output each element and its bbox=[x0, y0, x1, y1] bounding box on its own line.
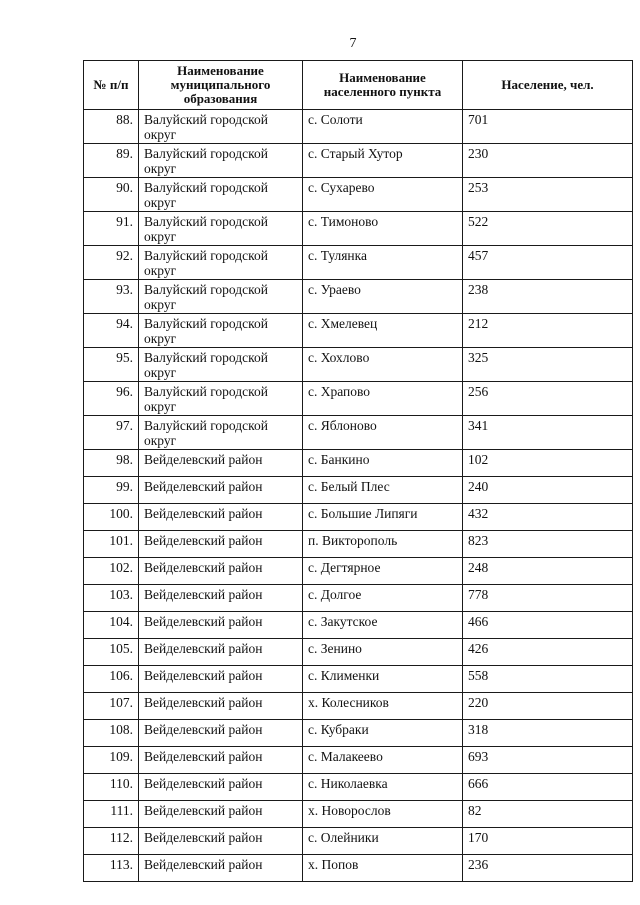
table-body bbox=[84, 110, 633, 882]
municipality-cell: Валуйский городской округ bbox=[139, 212, 303, 246]
population-cell: 466 bbox=[463, 612, 633, 639]
locality-cell: х. Колесников bbox=[303, 693, 463, 720]
municipality-cell: Вейделевский район bbox=[139, 720, 303, 747]
population-cell: 248 bbox=[463, 558, 633, 585]
row-number: 107. bbox=[84, 693, 139, 720]
row-number: 93. bbox=[84, 280, 139, 314]
locality-cell: с. Сухарево bbox=[303, 178, 463, 212]
municipality-cell: Вейделевский район bbox=[139, 855, 303, 882]
locality-cell: с. Белый Плес bbox=[303, 477, 463, 504]
population-cell: 457 bbox=[463, 246, 633, 280]
row-number: 111. bbox=[84, 801, 139, 828]
population-cell: 426 bbox=[463, 639, 633, 666]
municipality-cell: Валуйский городской округ bbox=[139, 314, 303, 348]
table-row bbox=[84, 450, 633, 477]
table-row bbox=[84, 585, 633, 612]
locality-cell: с. Тулянка bbox=[303, 246, 463, 280]
population-cell: 230 bbox=[463, 144, 633, 178]
municipality-cell: Вейделевский район bbox=[139, 801, 303, 828]
row-number: 89. bbox=[84, 144, 139, 178]
population-cell: 102 bbox=[463, 450, 633, 477]
locality-cell: с. Большие Липяги bbox=[303, 504, 463, 531]
table-row bbox=[84, 348, 633, 382]
header-population: Население, чел. bbox=[463, 61, 633, 110]
municipality-cell: Вейделевский район bbox=[139, 531, 303, 558]
row-number: 102. bbox=[84, 558, 139, 585]
header-municipality: Наименование муниципального образования bbox=[139, 61, 303, 110]
table-row bbox=[84, 477, 633, 504]
locality-cell: с. Малакеево bbox=[303, 747, 463, 774]
table-row bbox=[84, 612, 633, 639]
municipality-cell: Вейделевский район bbox=[139, 774, 303, 801]
municipality-cell: Валуйский городской округ bbox=[139, 144, 303, 178]
municipality-cell: Вейделевский район bbox=[139, 639, 303, 666]
municipality-cell: Валуйский городской округ bbox=[139, 246, 303, 280]
row-number: 95. bbox=[84, 348, 139, 382]
row-number: 110. bbox=[84, 774, 139, 801]
table-row bbox=[84, 801, 633, 828]
header-num: № п/п bbox=[84, 61, 139, 110]
table-row bbox=[84, 855, 633, 882]
locality-cell: х. Попов bbox=[303, 855, 463, 882]
row-number: 103. bbox=[84, 585, 139, 612]
population-cell: 823 bbox=[463, 531, 633, 558]
population-cell: 558 bbox=[463, 666, 633, 693]
locality-cell: п. Викторополь bbox=[303, 531, 463, 558]
locality-cell: с. Дегтярное bbox=[303, 558, 463, 585]
population-cell: 238 bbox=[463, 280, 633, 314]
row-number: 100. bbox=[84, 504, 139, 531]
table-row bbox=[84, 828, 633, 855]
table-row bbox=[84, 666, 633, 693]
table-row bbox=[84, 416, 633, 450]
municipality-cell: Вейделевский район bbox=[139, 666, 303, 693]
locality-cell: с. Хмелевец bbox=[303, 314, 463, 348]
row-number: 109. bbox=[84, 747, 139, 774]
municipality-cell: Валуйский городской округ bbox=[139, 178, 303, 212]
row-number: 105. bbox=[84, 639, 139, 666]
population-cell: 701 bbox=[463, 110, 633, 144]
municipality-cell: Вейделевский район bbox=[139, 558, 303, 585]
table-header bbox=[84, 61, 633, 110]
row-number: 101. bbox=[84, 531, 139, 558]
municipality-cell: Вейделевский район bbox=[139, 477, 303, 504]
table-row bbox=[84, 693, 633, 720]
locality-cell: с. Хохлово bbox=[303, 348, 463, 382]
page-number: 7 bbox=[349, 36, 357, 51]
population-cell: 253 bbox=[463, 178, 633, 212]
population-cell: 212 bbox=[463, 314, 633, 348]
locality-cell: х. Новорослов bbox=[303, 801, 463, 828]
row-number: 90. bbox=[84, 178, 139, 212]
municipality-cell: Вейделевский район bbox=[139, 504, 303, 531]
table-row bbox=[84, 314, 633, 348]
locality-cell: с. Долгое bbox=[303, 585, 463, 612]
table-row bbox=[84, 774, 633, 801]
row-number: 88. bbox=[84, 110, 139, 144]
municipality-cell: Вейделевский район bbox=[139, 612, 303, 639]
municipality-cell: Вейделевский район bbox=[139, 585, 303, 612]
row-number: 112. bbox=[84, 828, 139, 855]
row-number: 94. bbox=[84, 314, 139, 348]
row-number: 106. bbox=[84, 666, 139, 693]
population-cell: 341 bbox=[463, 416, 633, 450]
table-row bbox=[84, 504, 633, 531]
municipality-cell: Валуйский городской округ bbox=[139, 348, 303, 382]
locality-cell: с. Закутское bbox=[303, 612, 463, 639]
row-number: 91. bbox=[84, 212, 139, 246]
table-row bbox=[84, 212, 633, 246]
settlements-table bbox=[83, 60, 633, 882]
population-cell: 666 bbox=[463, 774, 633, 801]
locality-cell: с. Тимоново bbox=[303, 212, 463, 246]
row-number: 108. bbox=[84, 720, 139, 747]
municipality-cell: Вейделевский район bbox=[139, 828, 303, 855]
row-number: 99. bbox=[84, 477, 139, 504]
population-cell: 318 bbox=[463, 720, 633, 747]
locality-cell: с. Ураево bbox=[303, 280, 463, 314]
population-cell: 432 bbox=[463, 504, 633, 531]
row-number: 92. bbox=[84, 246, 139, 280]
municipality-cell: Вейделевский район bbox=[139, 747, 303, 774]
population-cell: 522 bbox=[463, 212, 633, 246]
population-cell: 220 bbox=[463, 693, 633, 720]
municipality-cell: Валуйский городской округ bbox=[139, 416, 303, 450]
municipality-cell: Валуйский городской округ bbox=[139, 280, 303, 314]
row-number: 98. bbox=[84, 450, 139, 477]
locality-cell: с. Старый Хутор bbox=[303, 144, 463, 178]
municipality-cell: Вейделевский район bbox=[139, 693, 303, 720]
population-cell: 170 bbox=[463, 828, 633, 855]
locality-cell: с. Зенино bbox=[303, 639, 463, 666]
table-row bbox=[84, 558, 633, 585]
locality-cell: с. Кубраки bbox=[303, 720, 463, 747]
population-cell: 325 bbox=[463, 348, 633, 382]
row-number: 113. bbox=[84, 855, 139, 882]
table-row bbox=[84, 246, 633, 280]
municipality-cell: Валуйский городской округ bbox=[139, 110, 303, 144]
population-cell: 82 bbox=[463, 801, 633, 828]
municipality-cell: Вейделевский район bbox=[139, 450, 303, 477]
locality-cell: с. Банкино bbox=[303, 450, 463, 477]
table-row bbox=[84, 747, 633, 774]
population-cell: 240 bbox=[463, 477, 633, 504]
population-cell: 256 bbox=[463, 382, 633, 416]
table-row bbox=[84, 720, 633, 747]
locality-cell: с. Храпово bbox=[303, 382, 463, 416]
table-row bbox=[84, 110, 633, 144]
table-row bbox=[84, 531, 633, 558]
population-cell: 778 bbox=[463, 585, 633, 612]
row-number: 96. bbox=[84, 382, 139, 416]
population-cell: 236 bbox=[463, 855, 633, 882]
table-row bbox=[84, 639, 633, 666]
header-locality: Наименование населенного пункта bbox=[303, 61, 463, 110]
table-row bbox=[84, 144, 633, 178]
row-number: 104. bbox=[84, 612, 139, 639]
municipality-cell: Валуйский городской округ bbox=[139, 382, 303, 416]
table-row bbox=[84, 382, 633, 416]
locality-cell: с. Николаевка bbox=[303, 774, 463, 801]
locality-cell: с. Яблоново bbox=[303, 416, 463, 450]
population-cell: 693 bbox=[463, 747, 633, 774]
row-number: 97. bbox=[84, 416, 139, 450]
locality-cell: с. Клименки bbox=[303, 666, 463, 693]
table-row bbox=[84, 280, 633, 314]
table-row bbox=[84, 178, 633, 212]
locality-cell: с. Олейники bbox=[303, 828, 463, 855]
locality-cell: с. Солоти bbox=[303, 110, 463, 144]
